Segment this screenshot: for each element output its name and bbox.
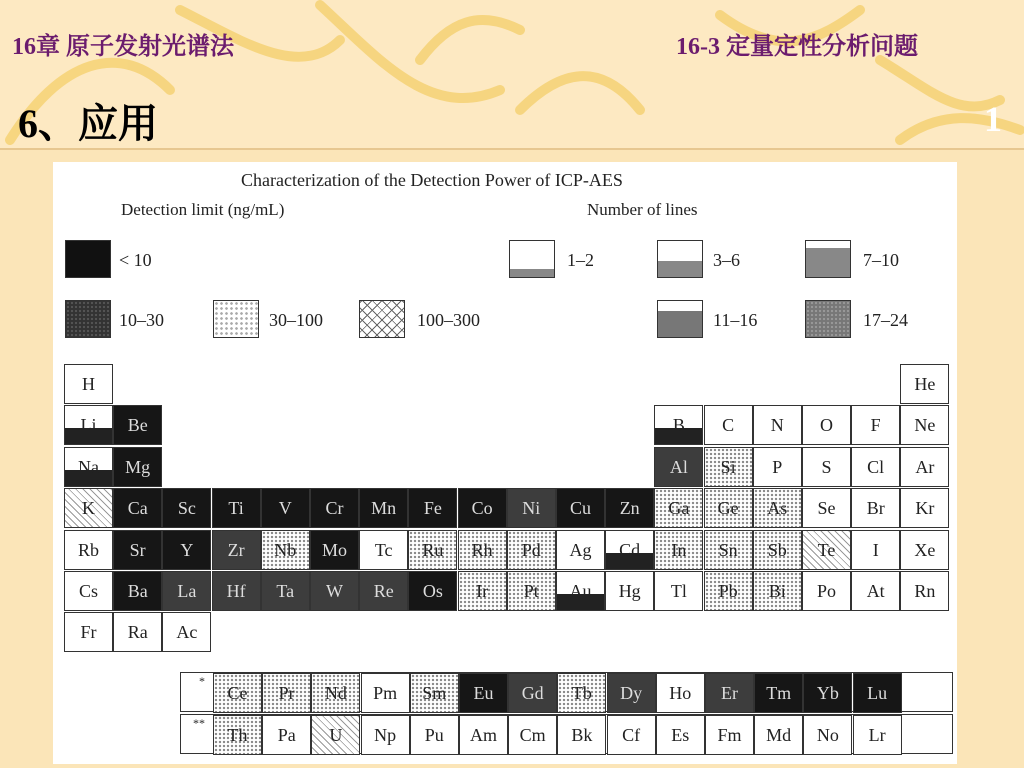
element-ho: Ho [656, 673, 705, 713]
element-tb: Tb [557, 673, 606, 713]
legend-label-30-100: 30–100 [269, 310, 323, 330]
element-fr: Fr [64, 612, 113, 652]
legend-label-lines-11-16: 11–16 [713, 310, 758, 330]
legend-swatch-lines-7-10 [805, 240, 851, 278]
legend-swatch-lt10 [65, 240, 111, 278]
element-ac: Ac [162, 612, 211, 652]
element-ag: Ag [556, 530, 605, 570]
element-cr: Cr [310, 488, 359, 528]
legend-label-lt10: < 10 [119, 250, 152, 270]
element-dy: Dy [607, 673, 656, 713]
element-sc: Sc [162, 488, 211, 528]
element-na: Na [64, 447, 113, 487]
element-bk: Bk [557, 715, 606, 755]
element-b: B [654, 405, 703, 445]
legend-swatch-30-100 [213, 300, 259, 338]
element-tl: Tl [654, 571, 703, 611]
figure-title: Characterization of the Detection Power of ICP-AES [241, 170, 623, 190]
element-er: Er [705, 673, 754, 713]
element-sm: Sm [410, 673, 459, 713]
element-tc: Tc [359, 530, 408, 570]
element-am: Am [459, 715, 508, 755]
number-of-lines-heading: Number of lines [587, 200, 698, 219]
actinide-marker: ** [193, 716, 205, 730]
element-cd: Cd [605, 530, 654, 570]
slide-title: 6、应用 [18, 101, 158, 146]
element-ba: Ba [113, 571, 162, 611]
page-number: 1 [984, 99, 1002, 139]
element-ar: Ar [900, 447, 949, 487]
element-ne: Ne [900, 405, 949, 445]
slide-header [0, 0, 1024, 150]
element-br: Br [851, 488, 900, 528]
legend-label-lines-7-10: 7–10 [863, 250, 899, 270]
header-divider [0, 148, 1024, 150]
element-th: Th [213, 715, 262, 755]
section-title: 16-3 定量定性分析问题 [676, 34, 918, 60]
legend-swatch-10-30 [65, 300, 111, 338]
element-bi: Bi [753, 571, 802, 611]
element-np: Np [361, 715, 410, 755]
legend-swatch-lines-1-2 [509, 240, 555, 278]
element-mo: Mo [310, 530, 359, 570]
element-ga: Ga [654, 488, 703, 528]
element-cu: Cu [556, 488, 605, 528]
element-n: N [753, 405, 802, 445]
element-ti: Ti [212, 488, 261, 528]
element-pr: Pr [262, 673, 311, 713]
element-tm: Tm [754, 673, 803, 713]
element-pm: Pm [361, 673, 410, 713]
element-hg: Hg [605, 571, 654, 611]
element-lu: Lu [853, 673, 902, 713]
legend-swatch-lines-11-16 [657, 300, 703, 338]
element-f: F [851, 405, 900, 445]
element-ce: Ce [213, 673, 262, 713]
element-co: Co [458, 488, 507, 528]
element-s: S [802, 447, 851, 487]
legend-swatch-lines-3-6 [657, 240, 703, 278]
element-kr: Kr [900, 488, 949, 528]
element-cs: Cs [64, 571, 113, 611]
element-es: Es [656, 715, 705, 755]
element-rh: Rh [458, 530, 507, 570]
element-pa: Pa [262, 715, 311, 755]
element-re: Re [359, 571, 408, 611]
lanthanide-marker: * [199, 674, 205, 688]
element-li: Li [64, 405, 113, 445]
legend-label-10-30: 10–30 [119, 310, 164, 330]
element-la: La [162, 571, 211, 611]
element-fm: Fm [705, 715, 754, 755]
legend-label-lines-1-2: 1–2 [567, 250, 594, 270]
detection-limit-heading: Detection limit (ng/mL) [121, 200, 285, 219]
element-po: Po [802, 571, 851, 611]
element-xe: Xe [900, 530, 949, 570]
element-mn: Mn [359, 488, 408, 528]
element-i: I [851, 530, 900, 570]
element-rn: Rn [900, 571, 949, 611]
element-at: At [851, 571, 900, 611]
periodic-table-figure [53, 162, 957, 764]
element-k: K [64, 488, 113, 528]
element-h: H [64, 364, 113, 404]
element-rb: Rb [64, 530, 113, 570]
element-pd: Pd [507, 530, 556, 570]
element-se: Se [802, 488, 851, 528]
element-zn: Zn [605, 488, 654, 528]
element-te: Te [802, 530, 851, 570]
element-fe: Fe [408, 488, 457, 528]
element-be: Be [113, 405, 162, 445]
element-y: Y [162, 530, 211, 570]
element-cl: Cl [851, 447, 900, 487]
element-os: Os [408, 571, 457, 611]
chapter-title: 16章 原子发射光谱法 [12, 34, 234, 60]
element-cf: Cf [607, 715, 656, 755]
element-nd: Nd [311, 673, 360, 713]
element-si: Si [704, 447, 753, 487]
element-ta: Ta [261, 571, 310, 611]
element-ge: Ge [704, 488, 753, 528]
element-au: Au [556, 571, 605, 611]
legend-label-100-300: 100–300 [417, 310, 480, 330]
element-al: Al [654, 447, 703, 487]
element-pu: Pu [410, 715, 459, 755]
element-ca: Ca [113, 488, 162, 528]
element-no: No [803, 715, 852, 755]
element-ir: Ir [458, 571, 507, 611]
element-w: W [310, 571, 359, 611]
element-eu: Eu [459, 673, 508, 713]
element-he: He [900, 364, 949, 404]
element-yb: Yb [803, 673, 852, 713]
legend-swatch-lines-17-24 [805, 300, 851, 338]
element-c: C [704, 405, 753, 445]
legend-label-lines-3-6: 3–6 [713, 250, 740, 270]
element-lr: Lr [853, 715, 902, 755]
element-mg: Mg [113, 447, 162, 487]
element-v: V [261, 488, 310, 528]
element-ni: Ni [507, 488, 556, 528]
legend-label-lines-17-24: 17–24 [863, 310, 908, 330]
element-sn: Sn [704, 530, 753, 570]
element-pb: Pb [704, 571, 753, 611]
element-as: As [753, 488, 802, 528]
element-cm: Cm [508, 715, 557, 755]
element-pt: Pt [507, 571, 556, 611]
element-gd: Gd [508, 673, 557, 713]
legend-swatch-100-300 [359, 300, 405, 338]
element-ra: Ra [113, 612, 162, 652]
element-sr: Sr [113, 530, 162, 570]
element-md: Md [754, 715, 803, 755]
element-ru: Ru [408, 530, 457, 570]
element-o: O [802, 405, 851, 445]
element-nb: Nb [261, 530, 310, 570]
element-u: U [311, 715, 360, 755]
element-hf: Hf [212, 571, 261, 611]
element-sb: Sb [753, 530, 802, 570]
element-p: P [753, 447, 802, 487]
element-in: In [654, 530, 703, 570]
element-zr: Zr [212, 530, 261, 570]
